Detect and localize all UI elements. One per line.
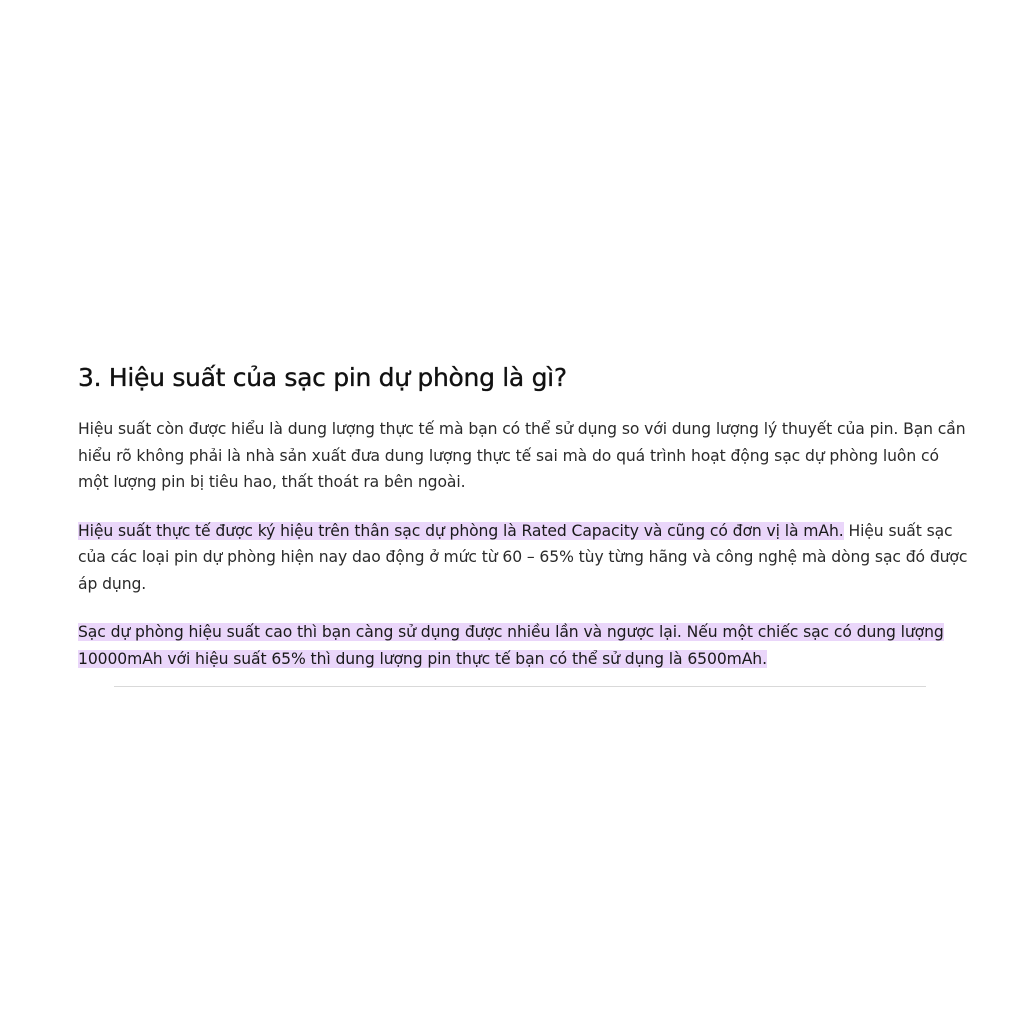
article-section	[78, 352, 968, 694]
highlighted-text-rated-capacity: Hiệu suất thực tế được ký hiệu trên thân sạc dự phòng là Rated Capacity và cũng có đơn vị là mAh.	[78, 521, 844, 540]
highlighted-text-efficiency-example: Sạc dự phòng hiệu suất cao thì bạn càng sử dụng được nhiều lần và ngược lại. Nếu một chiếc sạc có dung lượng 10000mAh với hiệu suất 65% thì dung lượng pin thực tế bạn có thể sử dụng là 6500mAh.	[78, 623, 944, 668]
paragraph-rated-capacity-rest: Hiệu suất sạc của các loại pin dự phòng hiện nay dao động ở mức từ 60 – 65% tùy từng hãng và công nghệ mà dòng sạc đó được áp dụng.	[78, 521, 968, 593]
paragraph-efficiency-example	[78, 619, 968, 672]
section-heading: 3. Hiệu suất của sạc pin dự phòng là gì?	[78, 363, 567, 392]
paragraph-efficiency-definition: Hiệu suất còn được hiểu là dung lượng thực tế mà bạn có thể sử dụng so với dung lượng lý thuyết của pin. Bạn cần hiểu rõ không phải là nhà sản xuất đưa dung lượng thực tế sai mà do quá trình hoạt động sạc dự phòng luôn có một lượng pin bị tiêu hao, thất thoát ra bên ngoài.	[78, 420, 966, 491]
paragraph-rated-capacity	[78, 518, 968, 598]
section-divider	[114, 686, 926, 687]
